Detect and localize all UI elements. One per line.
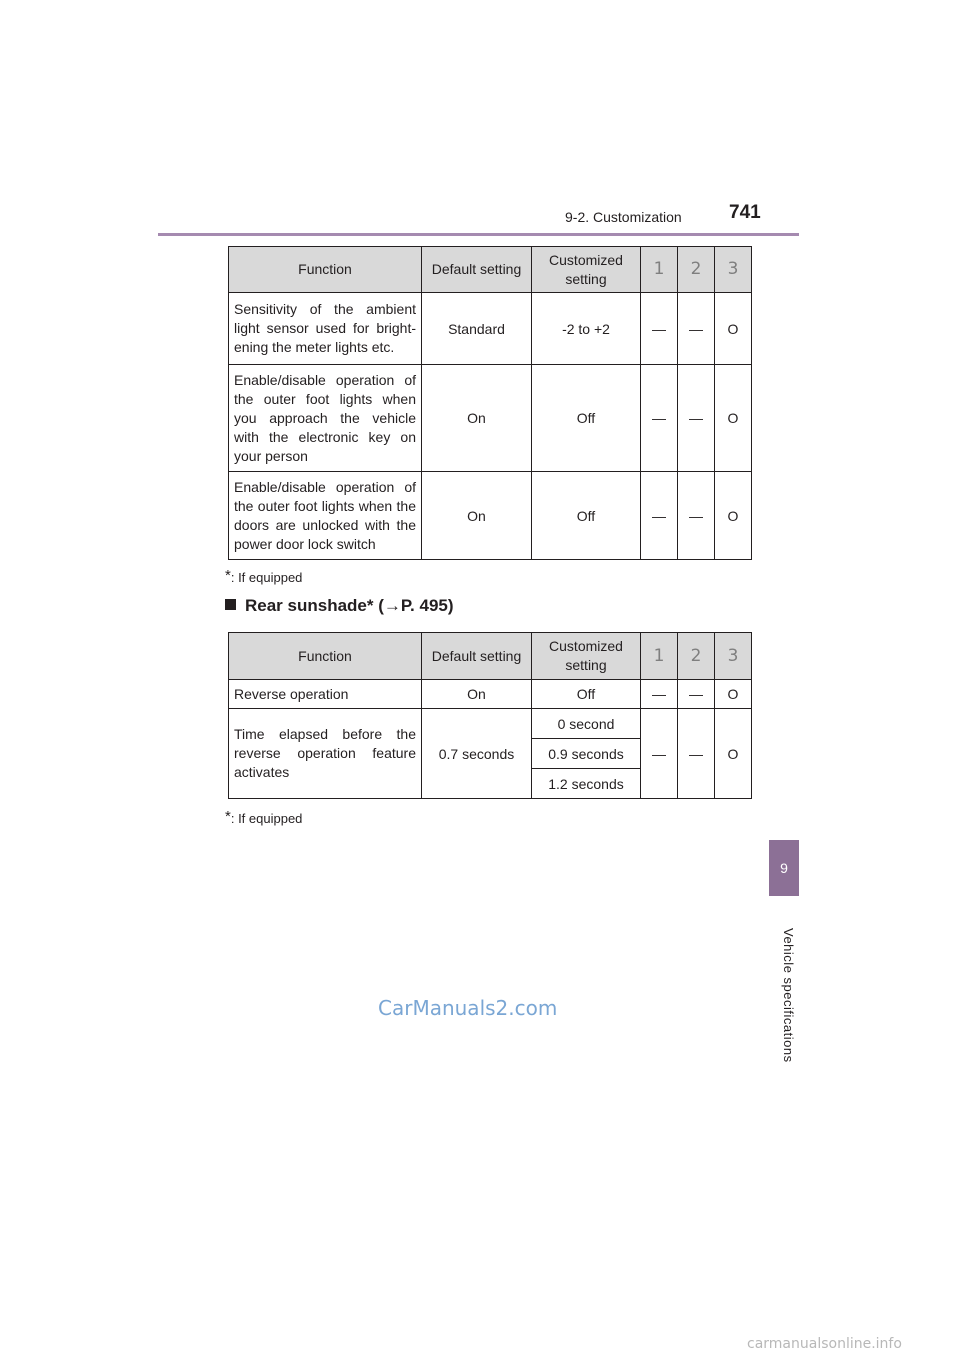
row-col-3: O — [715, 680, 752, 709]
row-default: 0.7 seconds — [422, 709, 532, 799]
row-customized-option: 0.9 seconds — [532, 739, 641, 769]
row-col-2: — — [678, 293, 715, 365]
footnote-text: : If equipped — [230, 570, 303, 585]
customization-table-lights — [228, 246, 752, 560]
row-default: Standard — [422, 293, 532, 365]
header-default: Default setting — [422, 633, 532, 680]
row-function: Enable/disable operation of the outer foot lights when the doors are unlocked with the power door lock switch — [229, 472, 422, 560]
table-header-row — [229, 633, 752, 680]
row-col-1: — — [641, 680, 678, 709]
row-col-3: O — [715, 709, 752, 799]
bottom-watermark: carmanualsonline.info — [747, 1336, 902, 1352]
row-customized-option: 1.2 seconds — [532, 769, 641, 799]
header-col-3: 3 — [715, 247, 752, 293]
row-col-3: O — [715, 472, 752, 560]
row-col-2: — — [678, 680, 715, 709]
footnote — [225, 808, 302, 826]
page-reference-link[interactable]: (→P. 495) — [373, 596, 454, 615]
footnote — [225, 567, 302, 585]
customization-table-sunshade — [228, 632, 752, 799]
row-customized: Off — [532, 472, 641, 560]
row-col-3: O — [715, 293, 752, 365]
header-customized: Customized setting — [532, 247, 641, 293]
row-function: Time elapsed before the reverse operation feature activates — [229, 709, 422, 799]
heading-star: * — [366, 596, 374, 615]
watermark-logo: CarManuals2.com — [378, 996, 558, 1020]
table-row — [229, 293, 752, 365]
header-col-1: 1 — [641, 247, 678, 293]
row-default: On — [422, 365, 532, 472]
section-title: 9-2. Customization — [565, 209, 682, 225]
row-customized: Off — [532, 680, 641, 709]
heading-title: Rear sunshade — [245, 596, 367, 615]
row-function: Enable/disable operation of the outer foot lights when you approach the vehicle with the electronic key on your person — [229, 365, 422, 472]
row-col-1: — — [641, 472, 678, 560]
row-col-2: — — [678, 365, 715, 472]
section-heading-rear-sunshade — [225, 596, 454, 616]
table-row — [229, 709, 752, 739]
table-row — [229, 365, 752, 472]
header-col-2: 2 — [678, 247, 715, 293]
row-default: On — [422, 680, 532, 709]
chapter-label: Vehicle specifications — [781, 928, 796, 1063]
row-default: On — [422, 472, 532, 560]
table-header-row — [229, 247, 752, 293]
row-col-1: — — [641, 365, 678, 472]
row-function: Sensitivity of the ambient light sensor used for bright-ening the meter lights etc. — [229, 293, 422, 365]
header-default: Default setting — [422, 247, 532, 293]
header-function: Function — [229, 247, 422, 293]
header-col-1: 1 — [641, 633, 678, 680]
header-col-3: 3 — [715, 633, 752, 680]
footnote-star: * — [225, 567, 231, 584]
header-col-2: 2 — [678, 633, 715, 680]
bullet-square-icon — [225, 599, 236, 610]
table-row — [229, 472, 752, 560]
page-number: 741 — [729, 202, 761, 223]
row-function: Reverse operation — [229, 680, 422, 709]
row-col-2: — — [678, 709, 715, 799]
row-customized: Off — [532, 365, 641, 472]
row-customized: -2 to +2 — [532, 293, 641, 365]
row-col-2: — — [678, 472, 715, 560]
row-col-1: — — [641, 293, 678, 365]
footnote-star: * — [225, 808, 231, 825]
table-row — [229, 680, 752, 709]
header-divider — [158, 233, 799, 236]
row-col-3: O — [715, 365, 752, 472]
row-col-1: — — [641, 709, 678, 799]
header-customized: Customized setting — [532, 633, 641, 680]
header-function: Function — [229, 633, 422, 680]
chapter-tab: 9 — [769, 840, 799, 896]
row-customized-option: 0 second — [532, 709, 641, 739]
footnote-text: : If equipped — [230, 811, 303, 826]
